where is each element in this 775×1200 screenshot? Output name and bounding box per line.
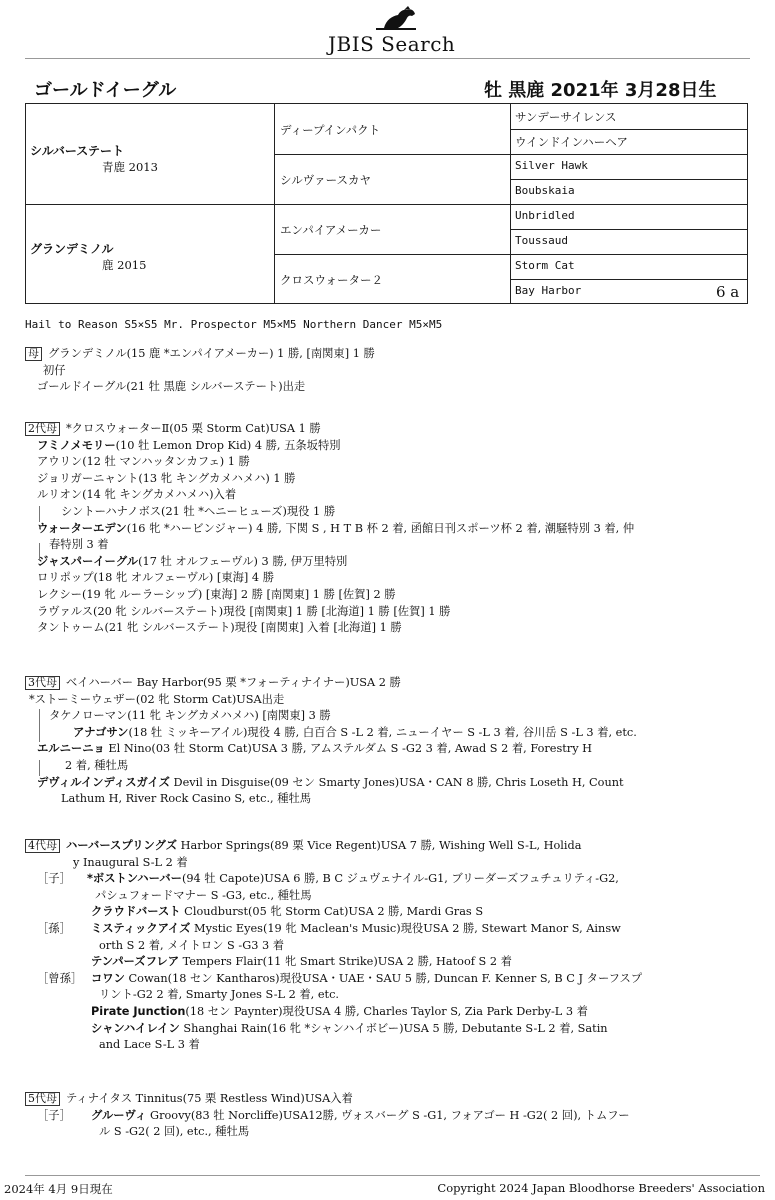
record-text: タントゥーム(21 牝 シルバーステート)現役 [南関東] 入着 [北海道] 1 勝 (37, 621, 402, 635)
indent-bar (39, 709, 40, 742)
record-line (25, 471, 750, 488)
record-line (25, 537, 750, 554)
dam-line: グランデミノル(15 鹿 *エンパイアメーカー) 1 勝, [南関東] 1 勝 (48, 347, 375, 360)
record-line (25, 1037, 750, 1054)
third-dam-line: ベイハーバー Bay Harbor(95 栗 *フォーティナイナー)USA 2 勝 (66, 676, 401, 689)
fifth-dam-line: ティナイタス Tinnitus(75 栗 Restless Wind)USA入着 (66, 1092, 353, 1105)
record-line (25, 1004, 750, 1021)
horse-name-bold[interactable]: クラウドバースト (91, 905, 181, 919)
record-line (25, 604, 750, 621)
horse-name-bold[interactable]: テンパーズフレア (91, 955, 180, 969)
record-line (25, 521, 750, 538)
record-text: ルリオン(14 牝 キングカメハメハ)入着 (37, 488, 237, 502)
section-tag-2nd-dam: 2代母 (25, 422, 60, 436)
pedigree-g3-8[interactable]: Bay Harbor (515, 284, 582, 297)
fifth-dam-section (25, 1091, 750, 1141)
pedigree-g2-4[interactable]: クロスウォーター２ (280, 273, 384, 287)
record-text: (18 セン Paynter)現役USA 4 勝, Charles Taylor S, Zia Park Derby-L 3 着 (185, 1004, 588, 1018)
record-text: パシュフォードマナー S -G3, etc., 種牡馬 (95, 888, 312, 902)
horse-name-bold[interactable]: アナゴサン (73, 725, 129, 739)
dam-section (25, 346, 750, 396)
indent-bar (39, 506, 40, 522)
horse-name: ゴールドイーグル (34, 80, 177, 101)
record-text: (94 牡 Capote)USA 6 勝, B C ジュヴェナイル-G1, ブリーダーズフュチュリティ-G2, (181, 872, 619, 886)
horse-name-bold[interactable]: フミノメモリー (37, 438, 116, 452)
copyright: Copyright 2024 Japan Bloodhorse Breeders' Association (437, 1181, 765, 1195)
fourth-dam-line-cont: y Inaugural S-L 2 着 (73, 855, 188, 869)
record-line (25, 1021, 750, 1038)
header-divider (25, 58, 750, 59)
record-line (25, 708, 750, 725)
record-text: Shanghai Rain(16 牝 *シャンハイボビー)USA 5 勝, Debutante S-L 2 着, Satin (179, 1021, 608, 1035)
horse-name-bold[interactable]: ジャスパーイーグル (37, 554, 139, 568)
record-line (25, 888, 750, 905)
section-tag-dam: 母 (25, 347, 42, 361)
horse-info: 牡 黒鹿 2021年 3月28日生 (484, 80, 717, 101)
record-line (25, 692, 750, 709)
sire-cell[interactable] (30, 142, 158, 175)
record-text: ル S -G2( 2 回), etc., 種牡馬 (99, 1125, 250, 1139)
relation-label: ［孫］ (37, 921, 71, 935)
record-text: Mystic Eyes(19 牝 Maclean's Music)現役USA 2 勝, Stewart Manor S, Ainsw (190, 921, 621, 935)
record-text: Groovy(83 牡 Norcliffe)USA12勝, ヴォスバーグ S -G1, フォアゴー H -G2( 2 回), トムフー (146, 1108, 630, 1122)
pedigree-g2-3[interactable]: エンパイアメーカー (280, 223, 382, 237)
record-line (25, 620, 750, 637)
record-line (25, 554, 750, 571)
pedigree-g3-5[interactable]: Unbridled (515, 209, 575, 222)
record-text: El Nino(03 牡 Storm Cat)USA 3 勝, アムステルダム S -G2 3 着, Awad S 2 着, Forestry H (104, 742, 593, 756)
record-text: レクシー(19 牝 ルーラーシップ) [東海] 2 勝 [南関東] 1 勝 [佐賀] 2 勝 (37, 587, 396, 601)
pedigree-g3-1[interactable]: サンデーサイレンス (515, 110, 617, 124)
sire-detail: 青鹿 2013 (102, 160, 158, 174)
record-line (25, 938, 750, 955)
relation-label: ［曾孫］ (37, 971, 83, 985)
record-text: Cowan(18 セン Kantharos)現役USA・UAE・SAU 5 勝, Duncan F. Kenner S, B C J ターフスプ (124, 971, 643, 985)
dam-name[interactable]: グランデミノル (30, 242, 114, 256)
section-tag-4th-dam: 4代母 (25, 839, 60, 853)
pedigree-g2-1[interactable]: ディープインパクト (280, 123, 381, 137)
fourth-dam-line: Harbor Springs(89 栗 Vice Regent)USA 7 勝, Wishing Well S-L, Holida (177, 839, 582, 852)
pedigree-g3-2[interactable]: ウインドインハーヘア (515, 135, 628, 149)
horse-name-bold[interactable]: ミスティックアイズ (91, 921, 191, 935)
record-text: (17 牡 オルフェーヴル) 3 勝, 伊万里特別 (138, 554, 348, 568)
record-line (25, 1108, 750, 1125)
horse-name-bold[interactable]: *ボストンハーバー (87, 872, 182, 886)
horse-name-bold[interactable]: グルーヴィ (91, 1108, 147, 1122)
pedigree-g3-3[interactable]: Silver Hawk (515, 159, 588, 172)
family-number: 6 a (716, 283, 740, 301)
record-text: Cloudburst(05 牝 Storm Cat)USA 2 勝, Mardi Gras S (180, 905, 484, 919)
horse-name-bold[interactable]: エルニーニョ (37, 742, 105, 756)
record-line (25, 971, 750, 988)
record-line (25, 775, 750, 792)
dam-note: 初仔 (43, 363, 66, 377)
record-text: (10 牡 Lemon Drop Kid) 4 勝, 五条坂特別 (115, 438, 341, 452)
record-text: 春特別 3 着 (49, 538, 109, 552)
record-text: (16 牝 *ハービンジャー) 4 勝, 下関 S , H T B 杯 2 着, 函館日刊スポーツ杯 2 着, 潮騒特別 3 着, 仲 (126, 521, 635, 535)
relation-label: ［子］ (37, 1108, 71, 1122)
record-line (25, 921, 750, 938)
inbreeding-line: Hail to Reason S5×S5 Mr. Prospector M5×M5 Northern Dancer M5×M5 (25, 318, 443, 331)
record-line (25, 504, 750, 521)
dam-cell[interactable] (30, 240, 146, 273)
dam-detail: 鹿 2015 (102, 258, 147, 272)
fourth-dam-name: ハーバースプリングズ (66, 839, 178, 852)
record-text: 2 着, 種牡馬 (65, 758, 129, 772)
record-line (25, 570, 750, 587)
record-line (25, 741, 750, 758)
pedigree-g3-7[interactable]: Storm Cat (515, 259, 575, 272)
horse-logo-icon (374, 6, 422, 32)
second-dam-section (25, 421, 750, 637)
record-text: Tempers Flair(11 牝 Smart Strike)USA 2 勝, Hatoof S 2 着 (179, 955, 512, 969)
record-text: タケノローマン(11 牝 キングカメハメハ) [南関東] 3 勝 (49, 709, 331, 723)
dam-offspring: ゴールドイーグル(21 牡 黒鹿 シルバーステート)出走 (37, 380, 306, 394)
record-text: アウリン(12 牡 マンハッタンカフェ) 1 勝 (37, 455, 250, 469)
logo-text: JBIS Search (328, 32, 456, 56)
section-tag-3rd-dam: 3代母 (25, 676, 60, 690)
horse-name-bold[interactable]: デヴィルインディスガイズ (37, 775, 170, 789)
record-line (25, 791, 750, 808)
jbis-search-logo[interactable] (328, 6, 468, 54)
third-dam-section (25, 675, 750, 808)
fourth-dam-section (25, 838, 750, 1054)
record-text: ロリポップ(18 牝 オルフェーヴル) [東海] 4 勝 (37, 571, 274, 585)
pedigree-g3-6[interactable]: Toussaud (515, 234, 568, 247)
horse-name-bold[interactable]: コワン (91, 971, 125, 985)
pedigree-table (25, 103, 748, 304)
record-text: and Lace S-L 3 着 (99, 1038, 200, 1052)
record-text: orth S 2 着, メイトロン S -G3 3 着 (99, 938, 285, 952)
record-text: ジョリガーニャント(13 牝 キングカメハメハ) 1 勝 (37, 471, 296, 485)
pedigree-g3-4[interactable]: Boubskaia (515, 184, 575, 197)
record-text: Devil in Disguise(09 セン Smarty Jones)USA・CAN 8 勝, Chris Loseth H, Count (169, 775, 624, 789)
record-line (25, 725, 750, 742)
indent-bar (39, 543, 40, 559)
record-text: Lathum H, River Rock Casino S, etc., 種牡馬 (61, 792, 312, 806)
second-dam-line: *クロスウォーターⅡ(05 栗 Storm Cat)USA 1 勝 (66, 422, 321, 435)
footer-divider (25, 1175, 760, 1176)
record-line (25, 758, 750, 775)
record-line (25, 954, 750, 971)
record-line (25, 454, 750, 471)
pedigree-g2-2[interactable]: シルヴァースカヤ (280, 173, 372, 187)
section-tag-5th-dam: 5代母 (25, 1092, 60, 1106)
record-line (25, 587, 750, 604)
record-line (25, 904, 750, 921)
record-line (25, 487, 750, 504)
record-text: (18 牡 ミッキーアイル)現役 4 勝, 白百合 S -L 2 着, ニューイヤー S -L 3 着, 谷川岳 S -L 3 着, etc. (128, 725, 637, 739)
record-line (25, 438, 750, 455)
sire-name[interactable]: シルバーステート (30, 144, 125, 158)
record-line (25, 987, 750, 1004)
record-text: シントーハナノボス(21 牡 *ヘニーヒューズ)現役 1 勝 (61, 504, 336, 518)
relation-label: ［子］ (37, 872, 71, 886)
record-text: ラヴァルス(20 牝 シルバーステート)現役 [南関東] 1 勝 [北海道] 1 勝 [佐賀] 1 勝 (37, 604, 451, 618)
as-of-date: 2024年 4月 9日現在 (4, 1182, 113, 1196)
record-text: *ストーミーウェザー(02 牝 Storm Cat)USA出走 (29, 692, 285, 706)
record-line (25, 1124, 750, 1141)
record-text: リント-G2 2 着, Smarty Jones S-L 2 着, etc. (99, 988, 340, 1002)
indent-bar (39, 760, 40, 776)
record-line (25, 871, 750, 888)
horse-name-bold[interactable]: ウォーターエデン (37, 521, 127, 535)
horse-name-bold[interactable]: シャンハイレイン (91, 1021, 180, 1035)
horse-name-bold[interactable]: Pirate Junction (91, 1004, 186, 1018)
